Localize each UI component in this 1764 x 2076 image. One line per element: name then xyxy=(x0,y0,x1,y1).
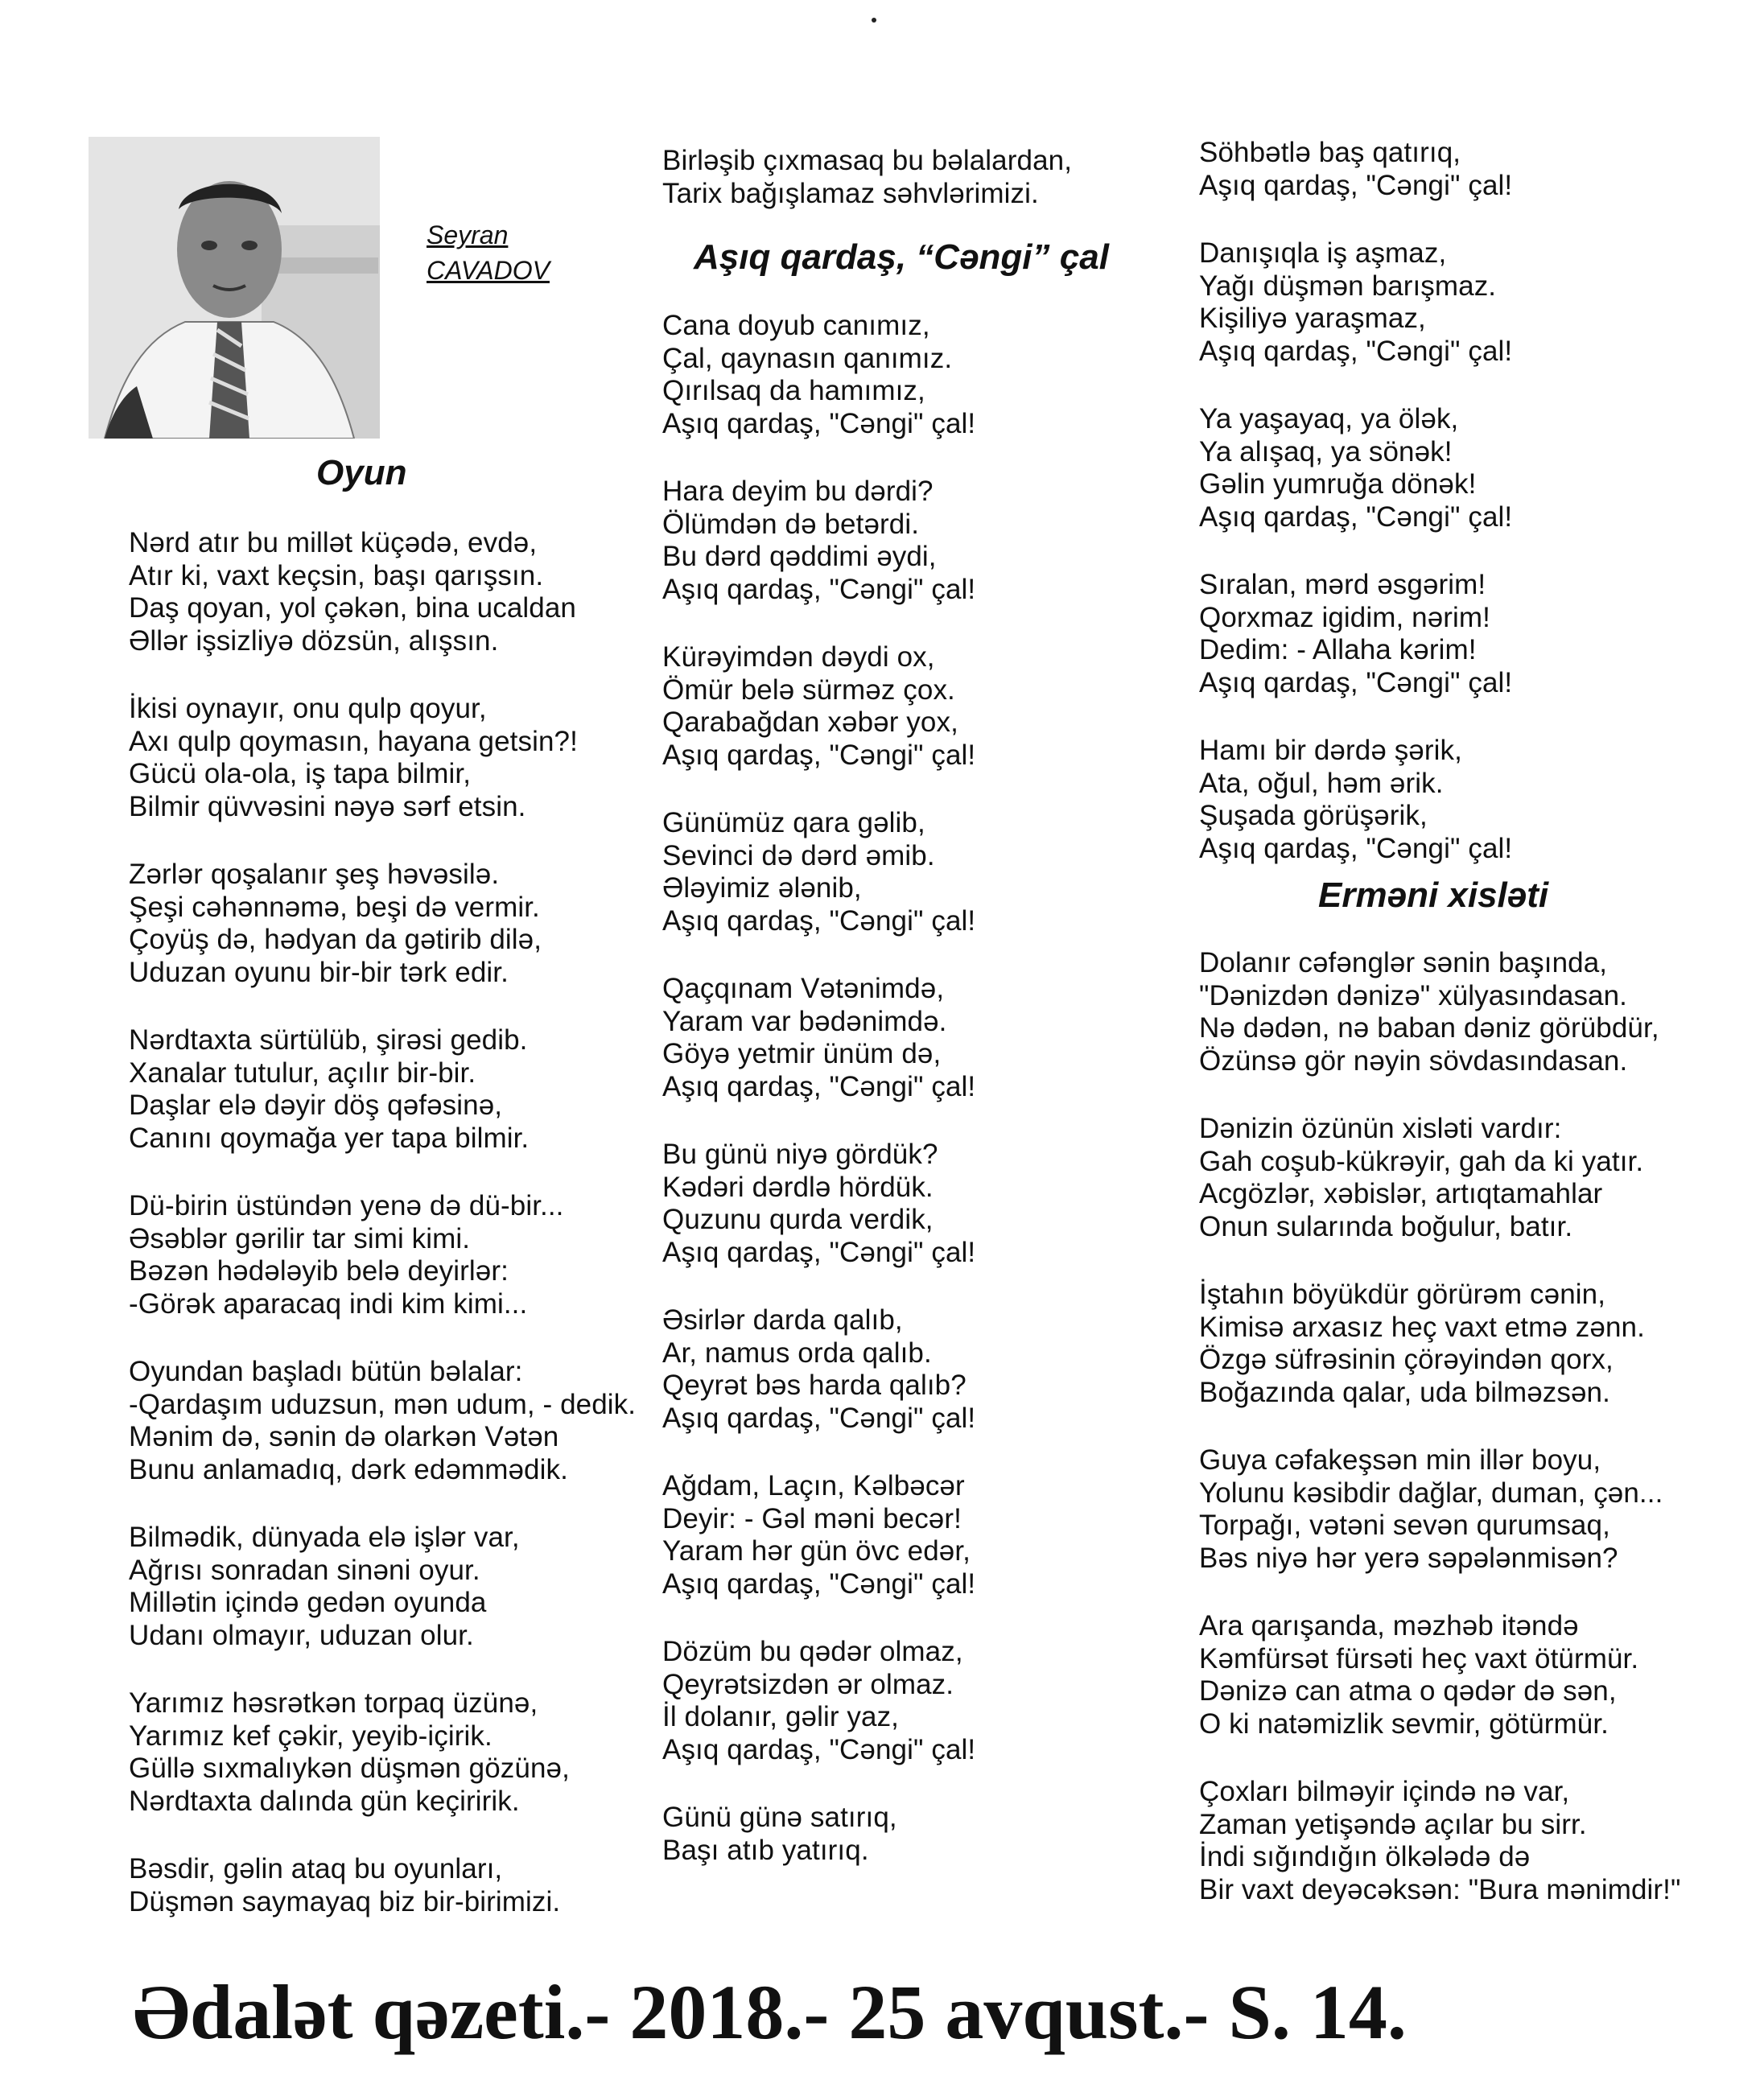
verse-line: Bilmir qüvvəsini nəyə sərf etsin. xyxy=(129,790,526,822)
print-speck xyxy=(872,18,876,23)
verse-line: Aşıq qardaş, "Cəngi" çal! xyxy=(662,1733,976,1765)
stanza xyxy=(662,1139,975,1269)
verse-line: Canını qoymağa yer tapa bilmir. xyxy=(129,1122,530,1154)
verse-line: Gücü ola-ola, iş tapa bilmir, xyxy=(129,758,472,789)
verse-line: -Qardaşım uduzsun, mən udum, - dedik. xyxy=(129,1388,637,1420)
verse-line: Kəmfürsət fürsəti heç vaxt ötürmür. xyxy=(1199,1642,1639,1674)
author-portrait-icon xyxy=(89,137,380,439)
stanza xyxy=(662,1636,975,1766)
verse-line: İştahın böyükdür görürəm cənin, xyxy=(1199,1279,1606,1310)
verse-line: Ölümdən də betərdi. xyxy=(662,508,920,540)
verse-line: Gah coşub-kükrəyir, gah da ki yatır. xyxy=(1199,1145,1644,1177)
verse-line: Ələyimiz ələnib, xyxy=(662,872,862,904)
verse-line: Dənizin özünün xisləti vardır: xyxy=(1199,1113,1562,1144)
verse-line: Uduzan oyunu bir-bir tərk edir. xyxy=(129,956,509,988)
verse-line: Ağrısı sonradan sinəni oyur. xyxy=(129,1554,480,1586)
verse-line: Aşıq qardaş, "Cəngi" çal! xyxy=(662,739,976,771)
verse-line: Mənim də, sənin də olarkən Vətən xyxy=(129,1421,559,1452)
stanza xyxy=(129,1853,636,1918)
verse-line: Əsirlər darda qalıb, xyxy=(662,1304,903,1336)
verse-line: İndi sığındığın ölkələdə də xyxy=(1199,1841,1531,1872)
verse-line: Dənizə can atma o qədər də sən, xyxy=(1199,1675,1617,1707)
author-name xyxy=(427,217,550,288)
verse-line: Aşıq qardaş, "Cəngi" çal! xyxy=(662,1567,976,1600)
stanza xyxy=(129,693,636,823)
stanza xyxy=(1199,735,1512,865)
verse-line: Qorxmaz igidim, nərim! xyxy=(1199,601,1490,633)
stanza xyxy=(662,1802,975,1867)
poem-title-oyun: Oyun xyxy=(316,453,407,492)
verse-line: Xanalar tutulur, açılır bir-bir. xyxy=(129,1057,476,1089)
verse-line: Ara qarışanda, məzhəb itəndə xyxy=(1199,1610,1579,1641)
verse-line: Yarımız kef çəkir, yeyib-içirik. xyxy=(129,1720,493,1752)
verse-line: Hamı bir dərdə şərik, xyxy=(1199,735,1462,766)
verse-line: Dolanır cəfənglər sənin başında, xyxy=(1199,947,1608,978)
verse-line: Boğazında qalar, uda bilməzsən. xyxy=(1199,1376,1610,1408)
stanza xyxy=(1199,1776,1681,1906)
verse-line: Atır ki, vaxt keçsin, başı qarışsın. xyxy=(129,559,544,591)
stanza xyxy=(129,1356,636,1486)
verse-line: Bunu anlamadıq, dərk edəmmədik. xyxy=(129,1453,568,1485)
verse-line: Yağı düşmən barışmaz. xyxy=(1199,270,1497,302)
stanza xyxy=(662,1470,975,1600)
verse-line: Ya yaşayaq, ya ölək, xyxy=(1199,403,1459,435)
stanza xyxy=(1199,1444,1681,1575)
stanza xyxy=(662,1304,975,1435)
verse-line: Bu günü niyə gördük? xyxy=(662,1139,938,1170)
stanza xyxy=(129,1024,636,1155)
verse-line: Aşıq qardaş, "Cəngi" çal! xyxy=(1199,169,1513,201)
verse-line: Nərdtaxta dalında gün keçiririk. xyxy=(129,1785,520,1817)
stanza xyxy=(129,1687,636,1818)
verse-line: Dü-birin üstündən yenə də dü-bir... xyxy=(129,1190,564,1221)
verse-line: Günümüz qara gəlib, xyxy=(662,807,925,838)
poem-title-cengi: Aşıq qardaş, “Cəngi” çal xyxy=(694,237,1109,277)
verse-line: Aşıq qardaş, "Cəngi" çal! xyxy=(1199,500,1513,533)
verse-line: Yaram hər gün övc edər, xyxy=(662,1535,971,1567)
verse-line: Quzunu qurda verdik, xyxy=(662,1204,934,1235)
verse-line: Ata, oğul, həm ərik. xyxy=(1199,767,1444,799)
stanza xyxy=(662,973,975,1103)
verse-line: Aşıq qardaş, "Cəngi" çal! xyxy=(1199,666,1513,698)
poem-continuation xyxy=(662,145,1072,210)
verse-line: Nə dədən, nə baban dəniz görübdür, xyxy=(1199,1012,1659,1044)
poem-ermeni-xisleti xyxy=(1199,947,1681,1906)
verse-line: Başı atıb yatırıq. xyxy=(662,1834,869,1866)
verse-line: Bəzən hədələyib belə deyirlər: xyxy=(129,1255,509,1287)
verse-line: Düşmən saymayaq biz bir-birimizi. xyxy=(129,1885,561,1917)
verse-line: Şeşi cəhənnəmə, beşi də vermir. xyxy=(129,891,540,923)
verse-line: Ağdam, Laçın, Kəlbəcər xyxy=(662,1470,965,1501)
stanza xyxy=(129,527,636,657)
verse-line: Qırılsaq da hamımız, xyxy=(662,375,925,406)
poem-title-ermeni: Ermәni xislәti xyxy=(1318,875,1549,915)
verse-line: Aşıq qardaş, "Cəngi" çal! xyxy=(662,407,976,439)
verse-line: "Dənizdən dənizə" xülyasındasan. xyxy=(1199,979,1627,1011)
verse-line: Göyə yetmir ünüm də, xyxy=(662,1038,942,1069)
verse-line: Axı qulp qoymasın, hayana getsin?! xyxy=(129,725,578,757)
verse-line: Aşıq qardaş, "Cəngi" çal! xyxy=(1199,335,1513,367)
verse-line: Danışıqla iş aşmaz, xyxy=(1199,237,1447,269)
verse-line: Hara deyim bu dərdi? xyxy=(662,476,934,507)
verse-line: O ki natəmizlik sevmir, götürmür. xyxy=(1199,1707,1609,1740)
author-last-name: CAVADOV xyxy=(427,256,550,285)
verse-line: Torpağı, vətəni sevən qurumsaq, xyxy=(1199,1510,1610,1541)
stanza xyxy=(662,310,975,440)
verse-line: Dözüm bu qədər olmaz, xyxy=(662,1636,963,1667)
stanza xyxy=(1199,1610,1681,1740)
stanza xyxy=(1199,947,1681,1077)
source-citation: Ədalət qəzeti.- 2018.- 25 avqust.- S. 14. xyxy=(133,1969,1407,2055)
verse-line: Aşıq qardaş, "Cəngi" çal! xyxy=(662,1402,976,1434)
verse-line: Şuşada görüşərik, xyxy=(1199,800,1428,831)
verse-line: Sıralan, mərd əsgərim! xyxy=(1199,569,1486,600)
verse-line: Udanı olmayır, uduzan olur. xyxy=(129,1619,474,1651)
verse-line: Onun sularında boğulur, batır. xyxy=(1199,1210,1573,1242)
verse-line: Millətin içində gedən oyunda xyxy=(129,1587,487,1618)
verse-line: Yaram var bədənimdə. xyxy=(662,1005,947,1037)
verse-line: Qaçqınam Vətənimdə, xyxy=(662,973,945,1004)
poem-oyun xyxy=(129,527,636,1918)
verse-line: Qeyrətsizdən ər olmaz. xyxy=(662,1668,954,1700)
stanza xyxy=(129,1190,636,1320)
verse-line: Günü günə satırıq, xyxy=(662,1802,897,1833)
verse-line: Qeyrət bəs harda qalıb? xyxy=(662,1370,966,1401)
verse-line: Tarix bağışlamaz səhvlərimizi. xyxy=(662,177,1039,209)
verse-line: Dedim: - Allaha kərim! xyxy=(1199,634,1477,665)
verse-line: Qarabağdan xəbər yox, xyxy=(662,706,958,738)
verse-line: Cana doyub canımız, xyxy=(662,310,930,341)
verse-line: Çoxları bilməyir içində nə var, xyxy=(1199,1776,1570,1807)
author-first-name: Seyran xyxy=(427,220,509,249)
stanza xyxy=(1199,1113,1681,1243)
verse-line: Birləşib çıxmasaq bu bəlalardan, xyxy=(662,145,1073,176)
verse-line: Nərdtaxta sürtülüb, şirəsi gedib. xyxy=(129,1024,528,1056)
verse-line: Aşıq qardaş, "Cəngi" çal! xyxy=(662,573,976,605)
verse-line: Yolunu kəsibdir dağlar, duman, çən... xyxy=(1199,1477,1663,1509)
verse-line: Güllə sıxmalıykən düşmən gözünə, xyxy=(129,1753,570,1784)
verse-line: Əsəblər gərilir tar simi kimi. xyxy=(129,1222,471,1254)
verse-line: Bəsdir, gəlin ataq bu oyunları, xyxy=(129,1853,503,1884)
verse-line: Aşıq qardaş, "Cəngi" çal! xyxy=(662,904,976,937)
verse-line: Sevinci də dərd əmib. xyxy=(662,839,935,871)
verse-line: Bəs niyə hər yerə səpələnmisən? xyxy=(1199,1542,1618,1574)
verse-line: Əllər işsizliyə dözsün, alışsın. xyxy=(129,624,499,657)
verse-line: İkisi oynayır, onu qulp qoyur, xyxy=(129,693,487,724)
verse-line: Kürəyimdən dəydi ox, xyxy=(662,641,935,673)
stanza xyxy=(1199,569,1512,699)
verse-line: Zaman yetişəndə açılar bu sirr. xyxy=(1199,1808,1587,1840)
verse-line: Çal, qaynasın qanımız. xyxy=(662,342,953,374)
verse-line: Kişiliyə yaraşmaz, xyxy=(1199,303,1426,334)
stanza xyxy=(662,476,975,606)
verse-line: İl dolanır, gəlir yaz, xyxy=(662,1701,900,1732)
stanza xyxy=(662,807,975,937)
poem-cengi-continued xyxy=(1199,137,1512,865)
verse-line: Deyir: - Gəl məni becər! xyxy=(662,1502,962,1534)
verse-line: Çoyüş də, hədyan da gətirib dilə, xyxy=(129,924,542,955)
stanza xyxy=(129,859,636,989)
verse-line: Aşıq qardaş, "Cəngi" çal! xyxy=(662,1236,976,1268)
verse-line: Nərd atır bu millət küçədə, evdə, xyxy=(129,527,538,558)
poem-cengi xyxy=(662,310,975,1867)
verse-line: Özünsə gör nəyin sövdasındasan. xyxy=(1199,1044,1628,1077)
verse-line: Ömür belə sürməz çox. xyxy=(662,673,955,706)
verse-line: Bilmədik, dünyada elə işlər var, xyxy=(129,1522,520,1553)
stanza xyxy=(662,641,975,772)
stanza xyxy=(1199,137,1512,202)
verse-line: Ar, namus orda qalıb. xyxy=(662,1337,932,1369)
verse-line: Söhbətlə baş qatırıq, xyxy=(1199,137,1461,168)
stanza xyxy=(1199,403,1512,533)
verse-line: Yarımız həsrətkən torpaq üzünə, xyxy=(129,1687,538,1719)
verse-line: Bir vaxt deyəcəksən: "Bura mənimdir!" xyxy=(1199,1873,1681,1905)
verse-line: Aşıq qardaş, "Cəngi" çal! xyxy=(1199,832,1513,864)
stanza xyxy=(1199,1279,1681,1409)
stanza xyxy=(1199,237,1512,368)
verse-line: Kədəri dərdlə hördük. xyxy=(662,1171,934,1203)
verse-line: Kimisə arxasız heç vaxt etmə zənn. xyxy=(1199,1311,1645,1343)
verse-line: Daşlar elə dəyir döş qəfəsinə, xyxy=(129,1089,503,1121)
verse-line: Acgözlər, xəbislər, artıqtamahlar xyxy=(1199,1178,1603,1209)
verse-line: Oyundan başladı bütün bəlalar: xyxy=(129,1356,523,1387)
verse-line: -Görək aparacaq indi kim kimi... xyxy=(129,1287,528,1320)
author-photo xyxy=(89,137,380,439)
verse-line: Özgə süfrəsinin çörəyindən qorx, xyxy=(1199,1344,1614,1375)
verse-line: Guya cəfakeşsən min illər boyu, xyxy=(1199,1444,1601,1476)
stanza xyxy=(129,1522,636,1652)
verse-line: Aşıq qardaş, "Cəngi" çal! xyxy=(662,1070,976,1102)
verse-line: Zərlər qoşalanır şeş həvəsilə. xyxy=(129,859,500,890)
verse-line: Daş qoyan, yol çəkən, bina ucaldan xyxy=(129,592,576,624)
verse-line: Ya alışaq, ya sönək! xyxy=(1199,435,1453,468)
verse-line: Bu dərd qəddimi əydi, xyxy=(662,541,937,572)
verse-line: Gəlin yumruğa dönək! xyxy=(1199,468,1477,500)
